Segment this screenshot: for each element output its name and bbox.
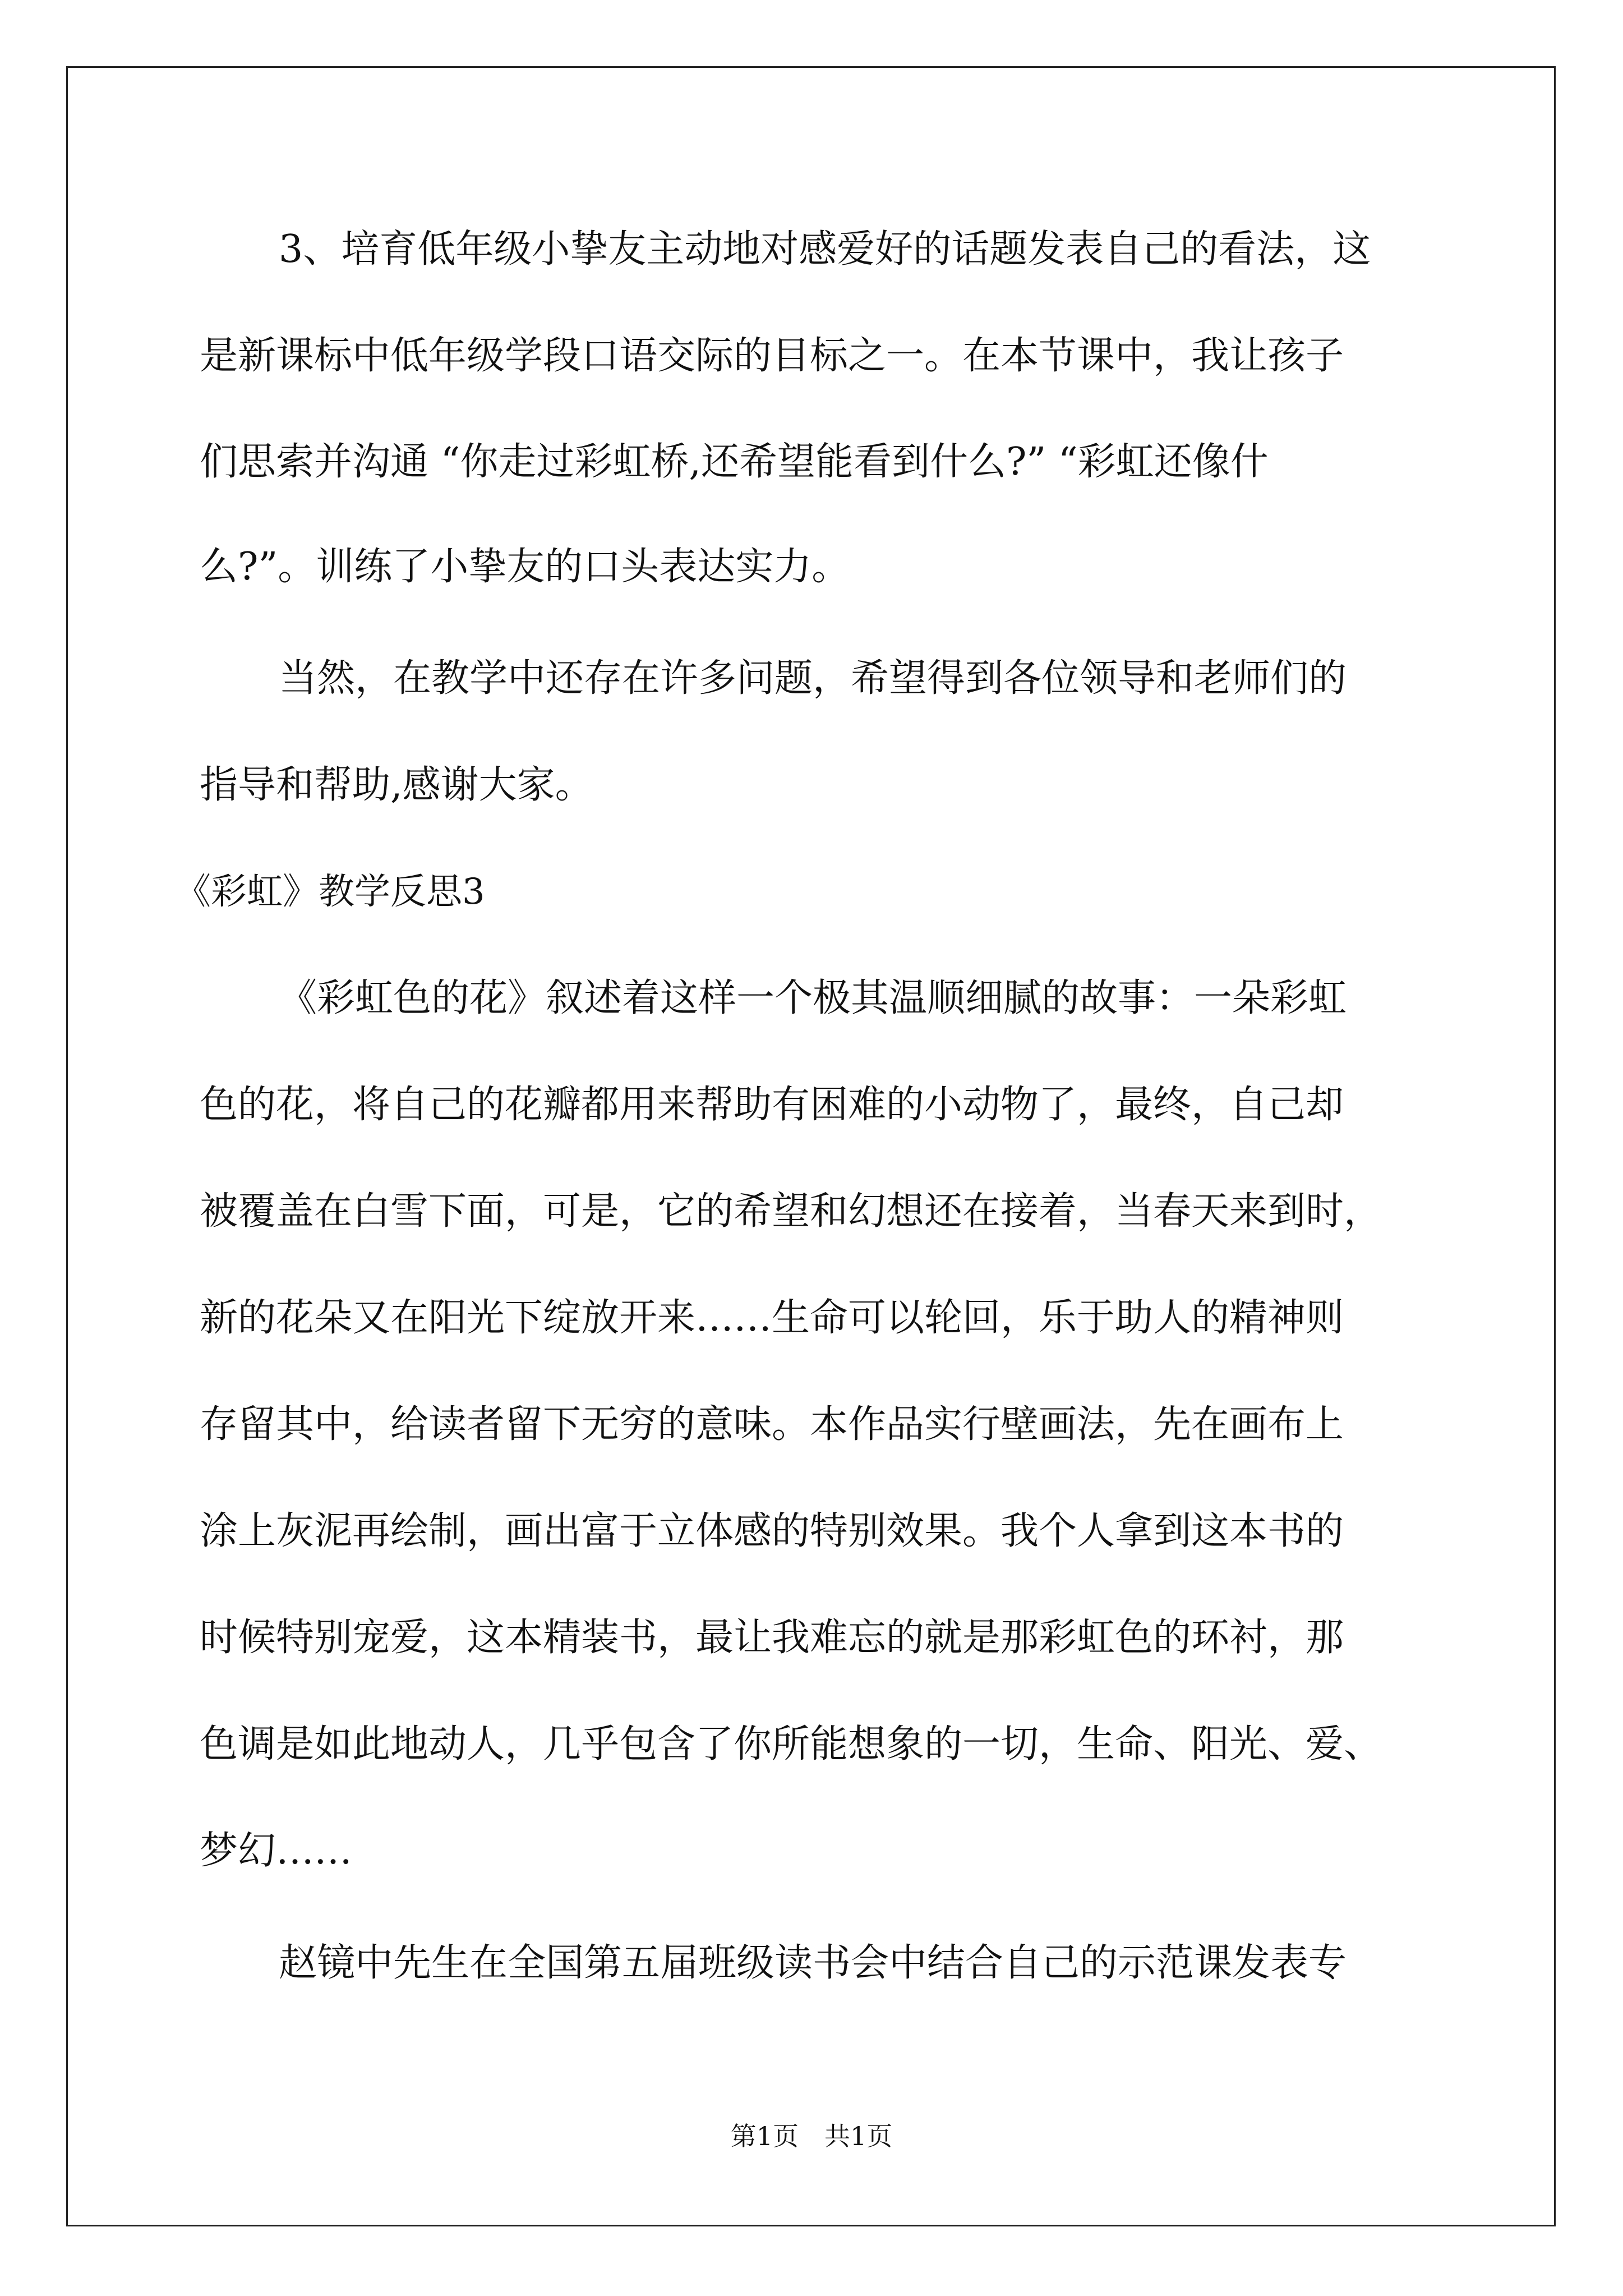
page-border [66, 66, 1556, 2226]
section-heading: 《彩虹》教学反思3 [175, 871, 485, 913]
paragraph-line: 3、培育低年级小挚友主动地对感爱好的话题发表自己的看法，这 [279, 227, 1371, 272]
paragraph-line: 存留其中，给读者留下无穷的意味。本作品实行壁画法，先在画布上 [200, 1402, 1344, 1447]
paragraph-line: 么?”。训练了小挚友的口头表达实力。 [200, 545, 850, 589]
paragraph-line: 色的花，将自己的花瓣都用来帮助有困难的小动物了，最终，自己却 [200, 1083, 1344, 1127]
paragraph-line: 新的花朵又在阳光下绽放开来……生命可以轮回，乐于助人的精神则 [200, 1296, 1344, 1340]
paragraph-line: 们思索并沟通 “你走过彩虹桥,还希望能看到什么?” “彩虹还像什 [200, 440, 1269, 484]
paragraph-line: 当然，在教学中还存在许多问题，希望得到各位领导和老师们的 [279, 656, 1347, 701]
page-footer: 第1页 共1页 [730, 2121, 893, 2151]
paragraph-line: 时候特别宠爱，这本精装书，最让我难忘的就是那彩虹色的环衬，那 [200, 1616, 1344, 1660]
paragraph-line: 赵镜中先生在全国第五届班级读书会中结合自己的示范课发表专 [279, 1941, 1347, 1985]
paragraph-line: 色调是如此地动人，几乎包含了你所能想象的一切，生命、阳光、爱、 [200, 1722, 1382, 1766]
paragraph-line: 梦幻…… [200, 1829, 353, 1873]
paragraph-line: 是新课标中低年级学段口语交际的目标之一。在本节课中，我让孩子 [200, 334, 1344, 378]
paragraph-line: 被覆盖在白雪下面，可是，它的希望和幻想还在接着，当春天来到时， [200, 1189, 1382, 1234]
paragraph-line: 涂上灰泥再绘制，画出富于立体感的特别效果。我个人拿到这本书的 [200, 1509, 1344, 1553]
paragraph-line: 指导和帮助,感谢大家。 [200, 763, 593, 807]
paragraph-line: 《彩虹色的花》叙述着这样一个极其温顺细腻的故事：一朵彩虹 [279, 976, 1347, 1020]
